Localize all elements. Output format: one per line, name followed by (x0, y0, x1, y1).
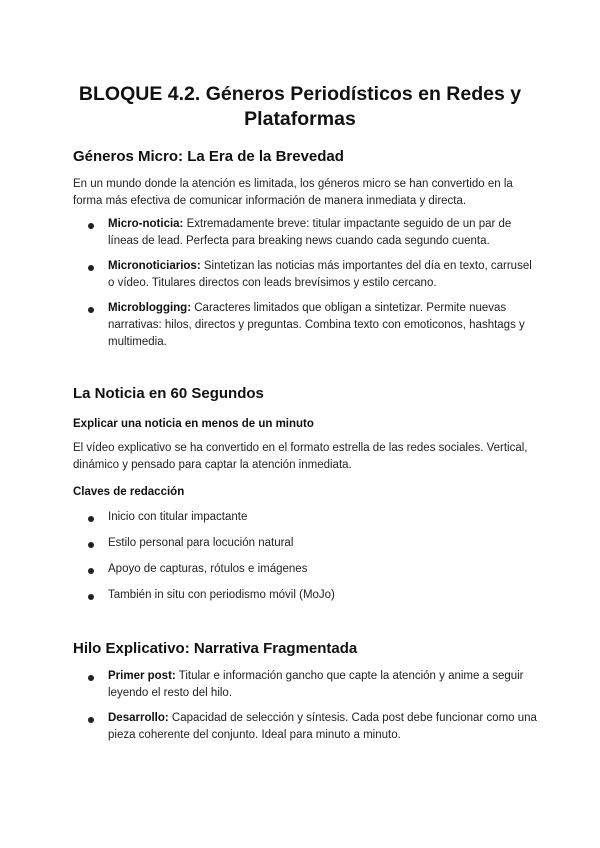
section-heading-noticia60: La Noticia en 60 Segundos (73, 385, 264, 402)
keys-heading: Claves de redacción (73, 486, 185, 498)
bullet-dot (88, 568, 94, 574)
list-item-term: Micronoticiarios: (108, 260, 201, 272)
bullet-dot (88, 516, 94, 522)
list-item (108, 216, 538, 250)
section-heading-hilo: Hilo Explicativo: Narrativa Fragmentada (73, 640, 358, 657)
list-item-text: Extremadamente breve: titular impactante seguido de un par de líneas de lead. Perfecta para breaking news cuando cada segundo cuenta. (108, 218, 512, 247)
bullet-dot (88, 223, 94, 229)
list-item-text: Caracteres limitados que obligan a sintetizar. Permite nuevas narrativas: hilos, directos y preguntas. Combina texto con emoticonos, hashtags y multimedia. (108, 302, 525, 348)
list-item-term: Primer post: (108, 670, 176, 682)
page-title: BLOQUE 4.2. Géneros Periodísticos en Redes y Plataformas (78, 83, 522, 130)
list-item (108, 668, 538, 702)
list-item (108, 258, 538, 292)
list-item-term: Micro-noticia: (108, 218, 184, 230)
bullet-dot (88, 307, 94, 313)
bullet-dot (88, 717, 94, 723)
list-item: Estilo personal para locución natural (108, 537, 294, 549)
list-item-term: Microblogging: (108, 302, 192, 314)
bullet-dot (88, 594, 94, 600)
section-subheading: Explicar una noticia en menos de un minuto (73, 418, 314, 430)
list-item-text: Capacidad de selección y síntesis. Cada post debe funcionar como una pieza coherente del conjunto. Ideal para minuto a minuto. (108, 712, 537, 741)
noticia60-intro: El vídeo explicativo se ha convertido en el formato estrella de las redes sociales. Vertical, dinámico y pensado para captar la atención inmediata. (73, 442, 528, 471)
bullet-dot (88, 265, 94, 271)
micro-intro: En un mundo donde la atención es limitada, los géneros micro se han convertido en la forma más efectiva de comunicar información de manera inmediata y directa. (73, 178, 513, 207)
bullet-dot (88, 675, 94, 681)
list-item (108, 710, 538, 744)
list-item-text: Sintetizan las noticias más importantes del día en texto, carrusel o vídeo. Titulares directos con leads brevísimos y estilo cercano. (108, 260, 532, 289)
list-item (108, 300, 538, 351)
list-item: También in situ con periodismo móvil (MoJo) (108, 589, 335, 601)
list-item-term: Desarrollo: (108, 712, 169, 724)
list-item-text: Titular e información gancho que capte la atención y anime a seguir leyendo el resto del hilo. (108, 670, 524, 699)
list-item: Inicio con titular impactante (108, 511, 248, 523)
bullet-dot (88, 542, 94, 548)
list-item: Apoyo de capturas, rótulos e imágenes (108, 563, 308, 575)
section-heading-micro: Géneros Micro: La Era de la Brevedad (73, 148, 344, 165)
